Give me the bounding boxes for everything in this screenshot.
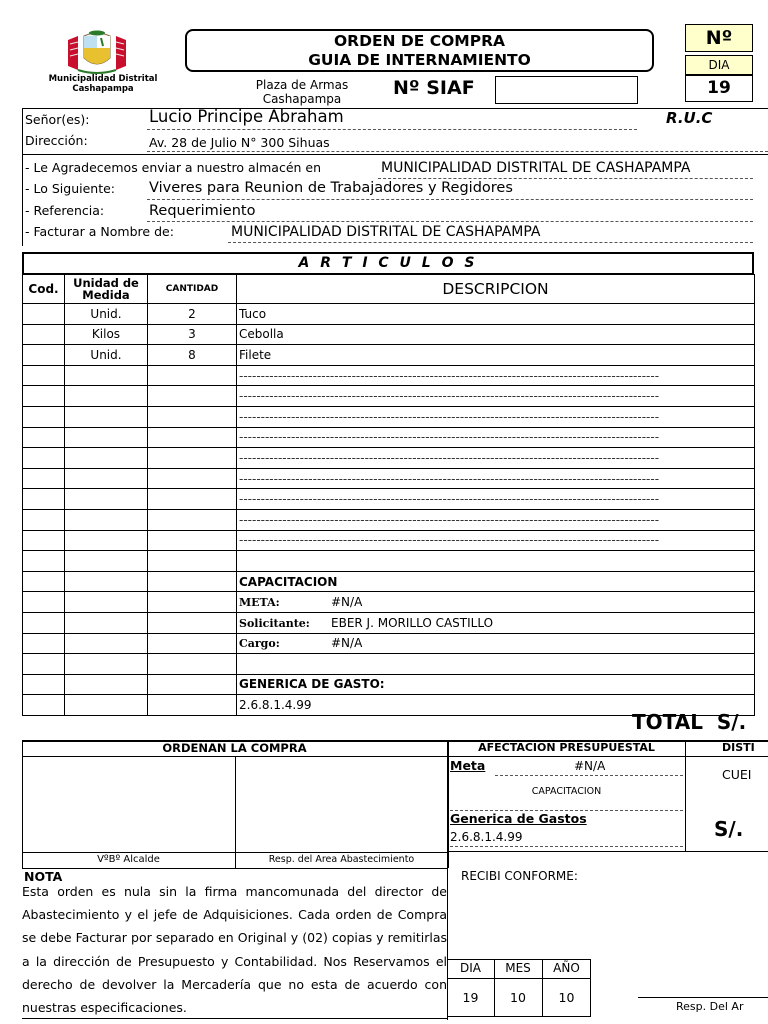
table-row xyxy=(23,427,755,448)
cell-descripcion: Filete xyxy=(237,345,755,366)
dotted-line: ------------------------------------------------------------------------------------------------- xyxy=(237,427,755,448)
cell-descripcion: Cebolla xyxy=(237,324,755,345)
date-value-mes: 10 xyxy=(510,990,526,1005)
footer-capacitacion: CAPACITACION xyxy=(531,786,602,797)
table-row xyxy=(23,530,755,551)
cell-cod xyxy=(23,304,65,325)
cell-unidad: Kilos xyxy=(65,324,148,345)
cell-cod xyxy=(23,324,65,345)
resp-abastecimiento-label: Resp. del Area Abastecimiento xyxy=(268,854,415,865)
municipality-name-line1: Municipalidad Distrital xyxy=(48,74,158,84)
ruc-label: R.U.C xyxy=(666,109,713,127)
recibi-conforme: RECIBI CONFORME: xyxy=(461,869,578,883)
afectacion-heading: AFECTACION PRESUPUESTAL xyxy=(478,741,655,754)
table-row xyxy=(23,633,755,654)
table-row xyxy=(23,509,755,530)
solicitante-value: EBER J. MORILLO CASTILLO xyxy=(331,615,494,630)
dist-heading: DISTI xyxy=(722,741,755,754)
dotted-line: ------------------------------------------------------------------------------------------------- xyxy=(237,365,755,386)
address xyxy=(242,78,362,106)
table-row xyxy=(23,571,755,592)
footer-generica-value: 2.6.8.1.4.99 xyxy=(450,830,523,844)
date-header-mes: MES xyxy=(505,961,531,975)
cargo-label: Cargo: xyxy=(239,637,280,651)
dotted-line: ------------------------------------------------------------------------------------------------- xyxy=(237,489,755,510)
cell-cantidad: 8 xyxy=(148,345,237,366)
title-line1: ORDEN DE COMPRA xyxy=(333,32,506,50)
address-line2: Cashapampa xyxy=(262,92,342,106)
nota-title: NOTA xyxy=(24,869,63,884)
table-row xyxy=(23,489,755,510)
date-value-dia: 19 xyxy=(462,990,479,1005)
col-header-cantidad: CANTIDAD xyxy=(148,275,237,304)
table-row xyxy=(23,365,755,386)
cell-unidad: Unid. xyxy=(65,304,148,325)
footer-generica-label: Generica de Gastos xyxy=(450,811,587,826)
dia-value: 19 xyxy=(685,75,753,102)
articulos-heading: A R T I C U L O S xyxy=(22,252,754,275)
col-header-descripcion: DESCRIPCION xyxy=(237,275,755,304)
direccion-label: Dirección: xyxy=(25,133,88,148)
siaf-label: Nº SIAF xyxy=(393,77,475,99)
cuenta-label: CUEI xyxy=(722,767,752,782)
resp-del-area-label: Resp. Del Ar xyxy=(676,1000,744,1013)
table-row xyxy=(23,654,755,675)
cell-unidad: Unid. xyxy=(65,345,148,366)
meta-value: #N/A xyxy=(331,595,363,610)
title-line2: GUIA DE INTERNAMIENTO xyxy=(308,51,531,69)
dotted-line: ------------------------------------------------------------------------------------------------- xyxy=(237,530,755,551)
cargo-value: #N/A xyxy=(331,636,363,651)
order-number-label: Nº xyxy=(685,24,753,52)
siaf-field[interactable] xyxy=(495,76,638,104)
table-row xyxy=(23,551,755,572)
cell-descripcion: Tuco xyxy=(237,304,755,325)
referencia-label: - Referencia: xyxy=(25,203,105,218)
vb-alcalde-label: VºBº Alcalde xyxy=(97,854,160,865)
siguiente-label: - Lo Siguiente: xyxy=(25,181,116,196)
footer-meta-label: Meta xyxy=(450,758,486,773)
meta-label: META: xyxy=(239,596,280,610)
document-title xyxy=(185,29,654,72)
cell-cod xyxy=(23,345,65,366)
coat-of-arms-icon xyxy=(64,30,130,74)
dotted-line: ------------------------------------------------------------------------------------------------- xyxy=(237,468,755,489)
senor-value: Lucio Principe Abraham xyxy=(149,107,344,126)
municipality-name xyxy=(44,74,162,94)
senor-label: Señor(es): xyxy=(25,112,90,127)
col-header-unidad: Unidad de Medida xyxy=(65,275,148,304)
table-row xyxy=(23,612,755,633)
cell-cantidad: 2 xyxy=(148,304,237,325)
col-header-cod: Cod. xyxy=(23,275,65,304)
direccion-value: Av. 28 de Julio N° 300 Sihuas xyxy=(149,135,330,150)
table-row xyxy=(23,674,755,695)
articles-table xyxy=(22,274,755,716)
table-row xyxy=(23,448,755,469)
facturar-label: - Facturar a Nombre de: xyxy=(25,224,174,239)
table-row xyxy=(23,592,755,613)
siguiente-value: Viveres para Reunion de Trabajadores y Regidores xyxy=(149,180,513,196)
dotted-line: ------------------------------------------------------------------------------------------------- xyxy=(237,386,755,407)
dia-label: DIA xyxy=(685,55,753,75)
ordenan-heading: ORDENAN LA COMPRA xyxy=(162,741,307,755)
municipality-name-line2: Cashapampa xyxy=(72,84,134,94)
capacitacion-label: CAPACITACION xyxy=(237,571,755,592)
table-row xyxy=(23,468,755,489)
dotted-line: ------------------------------------------------------------------------------------------------- xyxy=(237,406,755,427)
table-row xyxy=(23,345,755,366)
dotted-line: ------------------------------------------------------------------------------------------------- xyxy=(237,448,755,469)
generica-value: 2.6.8.1.4.99 xyxy=(237,695,755,716)
table-row xyxy=(23,386,755,407)
table-row xyxy=(23,324,755,345)
total-label: TOTAL S/. xyxy=(632,710,747,734)
agradecemos-value: MUNICIPALIDAD DISTRITAL DE CASHAPAMPA xyxy=(381,160,691,176)
table-row xyxy=(23,304,755,325)
date-value-ano: 10 xyxy=(558,990,575,1005)
referencia-value: Requerimiento xyxy=(149,203,256,219)
generica-label: GENERICA DE GASTO: xyxy=(237,674,755,695)
table-row xyxy=(23,406,755,427)
date-header-dia: DIA xyxy=(460,961,481,975)
dotted-line: ------------------------------------------------------------------------------------------------- xyxy=(237,509,755,530)
facturar-value: MUNICIPALIDAD DISTRITAL DE CASHAPAMPA xyxy=(231,224,541,240)
nota-text: Esta orden es nula sin la firma mancomunada del director de Abastecimiento y el jefe de Adquisiciones. Cada orden de Compra se debe Facturar por separado en Original y (02) copias y remitirlas a la dirección de Presupuesto y Contabilidad. Nos Reservamos el derecho de devolver la Mercadería que no esta de acuerdo con nuestras especificaciones. xyxy=(22,884,447,1016)
date-header-ano: AÑO xyxy=(553,961,580,975)
soles-label: S/. xyxy=(714,817,744,841)
address-line1: Plaza de Armas xyxy=(255,78,349,92)
footer-meta-value: #N/A xyxy=(574,759,606,773)
cell-cantidad: 3 xyxy=(148,324,237,345)
agradecemos-label: - Le Agradecemos enviar a nuestro almacén en xyxy=(25,160,322,175)
solicitante-label: Solicitante: xyxy=(239,616,310,630)
